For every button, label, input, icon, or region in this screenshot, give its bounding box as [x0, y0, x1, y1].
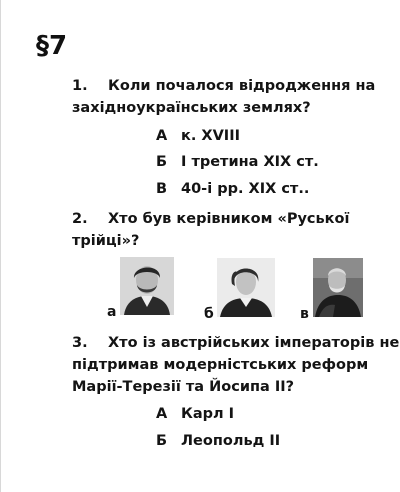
question-2-number: 2.	[72, 211, 88, 227]
question-2-line-1: Хто був керівником «Руської	[108, 211, 350, 227]
question-3-number: 3.	[72, 335, 88, 351]
question-1-option-b-text: І третина ХІХ ст.	[181, 154, 319, 170]
question-1-option-b-letter: Б	[156, 154, 168, 170]
portrait-b-label: б	[204, 306, 214, 322]
portrait-photo-icon	[217, 258, 275, 317]
portrait-photo-icon	[120, 257, 174, 315]
question-2-line-2: трійці»?	[72, 233, 140, 249]
portrait-c-label: в	[300, 306, 309, 322]
portrait-a-label: а	[107, 304, 117, 320]
question-1-option-a-text: к. XVIII	[181, 128, 240, 144]
portrait-a	[120, 257, 174, 315]
question-3-option-a-letter: А	[156, 406, 168, 422]
question-1-option-c-text: 40-і рр. ХІХ ст..	[181, 181, 310, 197]
slide-border	[0, 0, 1, 492]
question-3-line-3: Марії-Терезії та Йосипа ІІ?	[72, 379, 295, 395]
question-1-number: 1.	[72, 78, 88, 94]
portrait-c	[313, 258, 363, 317]
question-1-line-1: Коли почалося відродження на	[108, 78, 376, 94]
question-3-option-a-text: Карл І	[181, 406, 235, 422]
question-1-line-2: західноукраїнських землях?	[72, 100, 311, 116]
question-1-option-c-letter: В	[156, 181, 168, 197]
question-3-option-b-letter: Б	[156, 433, 168, 449]
question-1-option-a-letter: А	[156, 128, 168, 144]
question-3-line-1: Хто із австрійських імператорів не	[108, 335, 400, 351]
question-3-line-2: підтримав модерністських реформ	[72, 357, 369, 373]
page-title: §7	[36, 31, 68, 61]
portrait-b	[217, 258, 275, 317]
portrait-photo-icon	[313, 258, 363, 317]
question-3-option-b-text: Леопольд ІІ	[181, 433, 281, 449]
